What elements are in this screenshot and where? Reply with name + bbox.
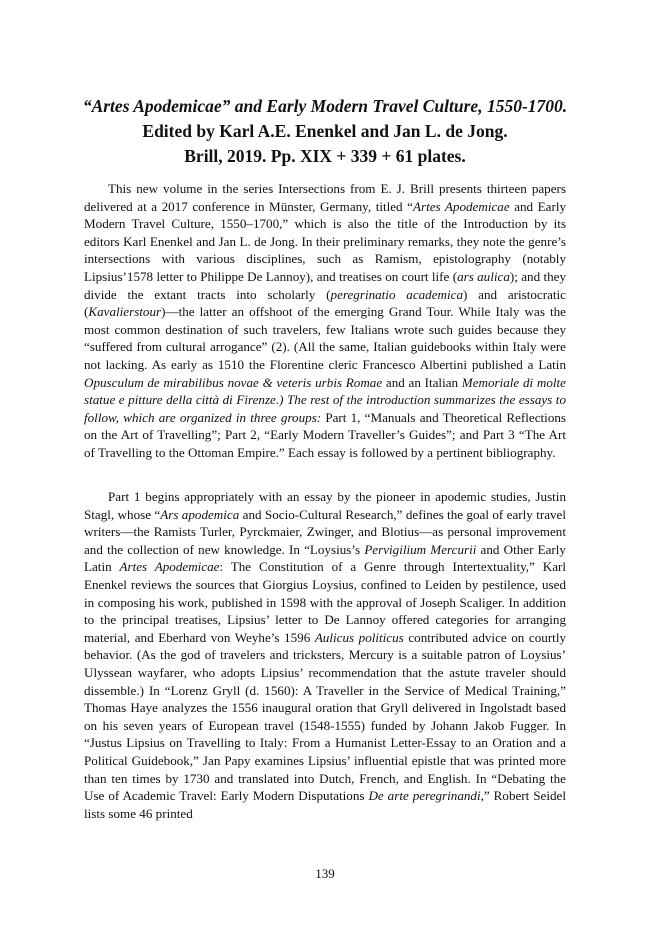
text-run: and Socio-Cultural Research,” defines the goal of early travel writers—the Ramists Turler, Pyrckmaier, Zwinger, and Blotius—as personal improvement and the collection of new knowledge. In “Loysius’s	[84, 506, 567, 557]
book-title: “Artes Apodemicae” and Early Modern Travel Culture, 1550-1700. Edited by Karl A.E. Enenkel and Jan L. de Jong.	[82, 96, 568, 141]
italic-run: De arte peregrinandi	[368, 788, 481, 804]
italic-run: Pervigilium Mercurii	[364, 541, 477, 557]
text-run: and Other Early Latin	[84, 541, 566, 575]
text-run: and Early Modern Travel Culture, 1550–1700,” which is also the title of the Introduction by its editors Karl Enenkel and Jan L. de Jong. In their preliminary remarks, they note the genre’s intersections with various disciplines, such as Ramism, epistolography (notably Lipsius’1578 letter to Philippe De Lannoy), and treatises on court life (	[84, 198, 566, 284]
italic-run: ars aulica	[457, 268, 510, 284]
text-run: )—the latter an offshoot of the emerging Grand Tour. While Italy was the most common destination of such travelers, few Italians wrote such guides because they “suffered from cultural arrogance” (2). (All the same, Italian guidebooks within Italy were not lacking. As early as 1510 the Florentine cleric Francesco Albertini published a Latin	[84, 304, 566, 372]
editors: Edited by Karl A.E. Enenkel and Jan L. de Jong.	[142, 121, 508, 141]
text-run: Part 1, “Manuals and Theoretical Reflections on the Art of Travelling”; Part 2, “Early Modern Traveller’s Guides”; and Part 3 “The Art of Travelling to the Ottoman Empire.” Each essay is followed by a pertinent bibliography.	[84, 409, 567, 460]
paragraph-text	[84, 488, 566, 822]
paragraph-1	[84, 180, 566, 462]
italic-run: Kavalierstour	[88, 304, 162, 320]
italic-run: Memoriale di molte statue e pitture della città di Firenze.) The rest of the introduction summarizes the essays to follow, which are organized in three groups:	[84, 374, 566, 425]
text-run: : The Constitution of a Genre through Intertextuality,” Karl Enenkel reviews the sources that Giorgius Loysius, confined to Leiden by pestilence, used in composing his work, published in 1598 with the approval of Joseph Scaliger. In addition to the principal treatises, Lipsius’ letter to De Lannoy offered categories for arranging material, and Eberhard von Weyhe’s 1596	[84, 559, 567, 645]
text-run: contributed advice on courtly behavior. (As the god of travelers and tricksters, Mercury is a suitable patron of Loysius’ Ulyssean wayfarer, who adopts Lipsius’ recommendation that the astute traveler should dissemble.) In “Lorenz Gryll (d. 1560): A Traveller in the Service of Medical Training,” Thomas Haye analyzes the 1556 inaugural oration that Gryll delivered in Ingolstadt based on his seven years of European travel (1548-1555) funded by Johann Jakob Fugger. In “Justus Lipsius on Travelling to Italy: From a Humanist Letter-Essay to an Oration and a Political Guidebook,” Jan Papy examines Lipsius’ influential epistle that was printed more than ten times by 1730 and translated into Dutch, French, and English. In “Debating the Use of Academic Travel: Early Modern Disputations	[84, 629, 567, 804]
italic-run: Artes Apodemicae	[119, 559, 220, 575]
text-run: ,” Robert Seidel lists some 46 printed	[84, 788, 566, 821]
italic-run: Opusculum de mirabilibus novae & veteris urbis Romae	[84, 374, 383, 390]
italic-run: Aulicus politicus	[314, 629, 404, 645]
text-run: This new volume in the series Intersections from E. J. Brill presents thirteen papers delivered at a 2017 conference in Münster, Germany, titled “	[84, 181, 566, 214]
text-run: and an Italian	[382, 374, 462, 390]
publication-details: Brill, 2019. Pp. XIX + 339 + 61 plates.	[184, 146, 466, 166]
paragraph-2	[84, 488, 566, 822]
review-heading	[60, 94, 590, 169]
italic-run: Ars apodemica	[160, 506, 240, 522]
text-run: ); and they divide the extant tracts into scholarly (	[84, 268, 566, 302]
paragraph-text	[84, 180, 566, 462]
italic-run: Artes Apodemicae	[412, 198, 510, 214]
italic-run: peregrinatio academica	[330, 286, 463, 302]
text-run: ) and aristocratic (	[84, 286, 566, 320]
text-run: Part 1 begins appropriately with an essay by the pioneer in apodemic studies, Justin Stagl, whose “	[84, 489, 566, 522]
page-number: 139	[315, 866, 335, 881]
